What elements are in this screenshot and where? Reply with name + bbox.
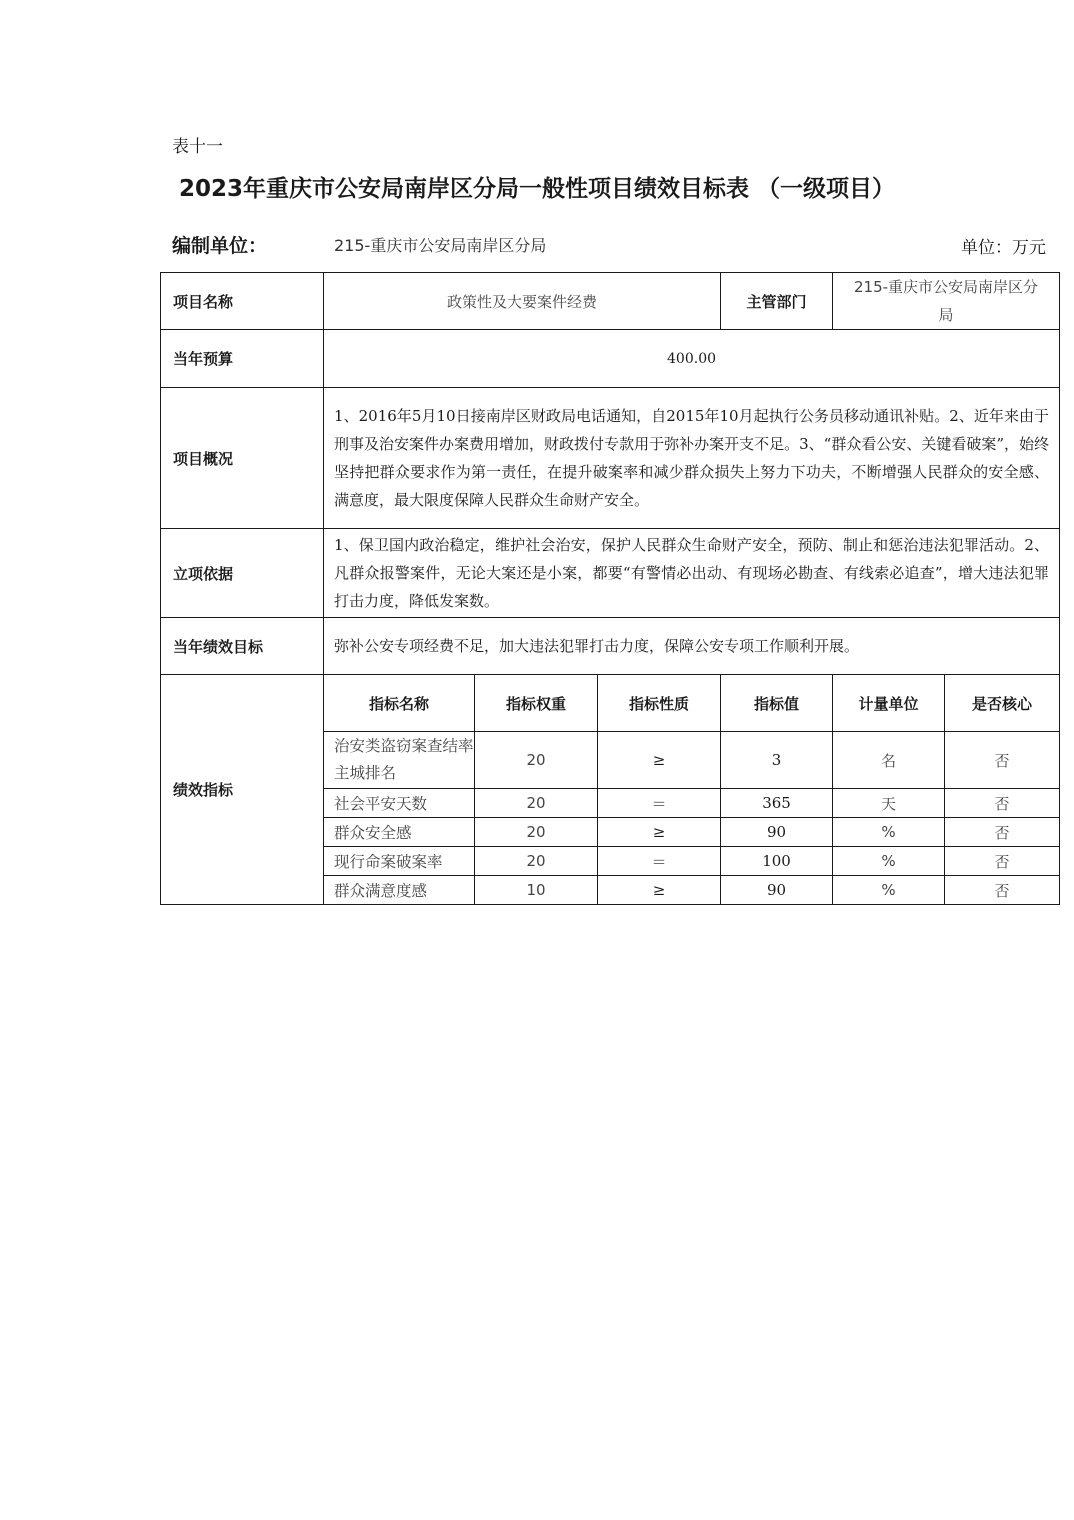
- indicator-value: 100: [721, 847, 833, 876]
- overview-row: [161, 388, 1060, 529]
- indicator-value: 90: [721, 818, 833, 847]
- compiling-unit-value: 215-重庆市公安局南岸区分局: [334, 236, 547, 255]
- indicator-core: 否: [945, 818, 1060, 847]
- indicator-core: 否: [945, 847, 1060, 876]
- indicator-weight: 20: [475, 818, 598, 847]
- indicator-core: 否: [945, 732, 1060, 789]
- indicator-value: 90: [721, 876, 833, 905]
- goal-label: 当年绩效目标: [161, 618, 324, 675]
- indicator-nature: ＝: [598, 847, 721, 876]
- column-header: 计量单位: [833, 675, 945, 732]
- compiling-unit-label: 编制单位：: [172, 235, 268, 257]
- indicator-unit: %: [833, 818, 945, 847]
- goal-row: [161, 618, 1060, 675]
- indicator-unit: 名: [833, 732, 945, 789]
- table-label: 表十一: [172, 137, 223, 157]
- indicator-name: 群众满意度感: [324, 876, 475, 905]
- budget-value: 400.00: [324, 330, 1060, 388]
- indicator-unit: %: [833, 847, 945, 876]
- column-header: 指标值: [721, 675, 833, 732]
- indicator-name: 治安类盗窃案查结率主城排名: [324, 732, 475, 789]
- indicator-weight: 10: [475, 876, 598, 905]
- goal-text: 弥补公安专项经费不足，加大违法犯罪打击力度，保障公安专项工作顺利开展。: [324, 618, 1060, 675]
- indicators-label: 绩效指标: [161, 675, 324, 905]
- basis-row: [161, 529, 1060, 618]
- indicator-nature: ≥: [598, 732, 721, 789]
- project-name-value: 政策性及大要案件经费: [324, 273, 721, 330]
- indicator-weight: 20: [475, 789, 598, 818]
- indicator-nature: ≥: [598, 818, 721, 847]
- column-header: 是否核心: [945, 675, 1060, 732]
- indicator-nature: ＝: [598, 789, 721, 818]
- indicator-unit: %: [833, 876, 945, 905]
- budget-row: [161, 330, 1060, 388]
- indicator-core: 否: [945, 789, 1060, 818]
- project-name-label: 项目名称: [161, 273, 324, 330]
- department-label: 主管部门: [721, 273, 833, 330]
- indicator-name: 现行命案破案率: [324, 847, 475, 876]
- indicator-core: 否: [945, 876, 1060, 905]
- indicator-name: 社会平安天数: [324, 789, 475, 818]
- project-name-row: [161, 273, 1060, 330]
- indicator-name: 群众安全感: [324, 818, 475, 847]
- indicator-unit: 天: [833, 789, 945, 818]
- column-header: 指标性质: [598, 675, 721, 732]
- indicator-weight: 20: [475, 732, 598, 789]
- indicator-value: 3: [721, 732, 833, 789]
- basis-text: 1、保卫国内政治稳定，维护社会治安，保护人民群众生命财产安全，预防、制止和惩治违法犯罪活动。2、凡群众报警案件，无论大案还是小案，都要“有警情必出动、有现场必勘查、有线索必追查”，增大违法犯罪打击力度，降低发案数。: [324, 529, 1060, 618]
- indicator-value: 365: [721, 789, 833, 818]
- budget-label: 当年预算: [161, 330, 324, 388]
- money-unit: 单位：万元: [961, 238, 1046, 258]
- performance-table: [160, 272, 1060, 905]
- document-title: 2023年重庆市公安局南岸区分局一般性项目绩效目标表 （一级项目）: [178, 176, 896, 202]
- indicator-header-row: [161, 675, 1060, 732]
- overview-label: 项目概况: [161, 388, 324, 529]
- indicator-weight: 20: [475, 847, 598, 876]
- column-header: 指标权重: [475, 675, 598, 732]
- indicator-nature: ≥: [598, 876, 721, 905]
- column-header: 指标名称: [324, 675, 475, 732]
- overview-text: 1、2016年5月10日接南岸区财政局电话通知，自2015年10月起执行公务员移动通讯补贴。2、近年来由于刑事及治安案件办案费用增加，财政拨付专款用于弥补办案开支不足。3、“群众看公安、关键看破案”，始终坚持把群众要求作为第一责任，在提升破案率和减少群众损失上努力下功夫，不断增强人民群众的安全感、满意度，最大限度保障人民群众生命财产安全。: [324, 388, 1060, 529]
- department-value: 215-重庆市公安局南岸区分局: [833, 273, 1060, 330]
- basis-label: 立项依据: [161, 529, 324, 618]
